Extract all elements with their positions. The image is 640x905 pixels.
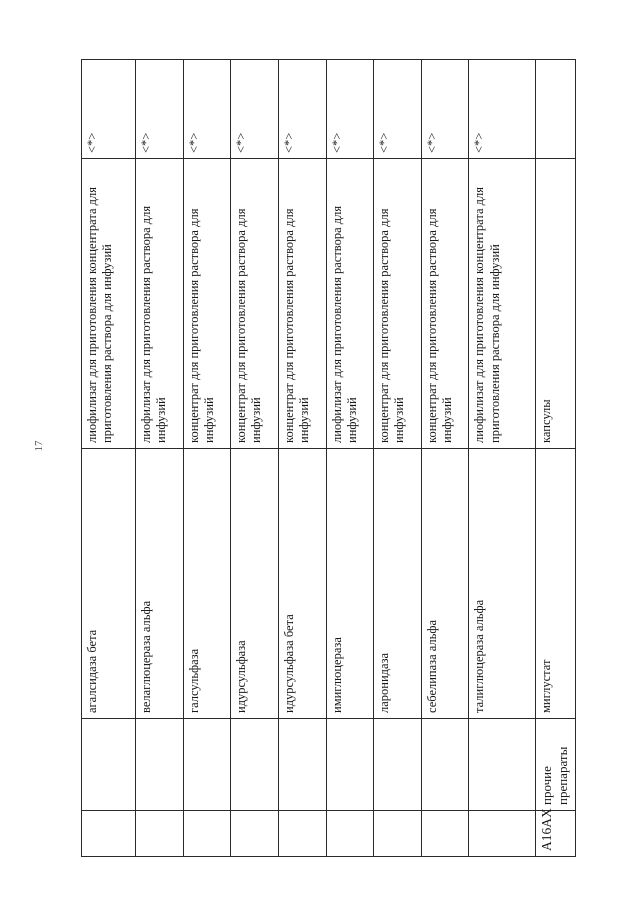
form-cell: концентрат для приготовления раствора для инфузий	[231, 159, 279, 449]
group-cell	[326, 719, 374, 811]
form-cell: концентрат для приготовления раствора для инфузий	[374, 159, 422, 449]
drug-table-container	[81, 60, 576, 857]
inn-cell: ларонидаза	[374, 449, 422, 719]
group-cell	[183, 719, 231, 811]
group-cell	[374, 719, 422, 811]
atc-code-cell	[374, 811, 422, 857]
table-row	[469, 60, 535, 857]
note-cell: <*>	[82, 60, 136, 159]
table-row	[374, 60, 422, 857]
inn-cell: талиглюцераза альфа	[469, 449, 535, 719]
atc-code-cell	[231, 811, 279, 857]
note-cell	[535, 60, 575, 159]
group-cell	[135, 719, 183, 811]
atc-code-cell: A16AX	[535, 811, 575, 857]
table-row	[82, 60, 136, 857]
table-row	[326, 60, 374, 857]
inn-cell: идурсульфаза	[231, 449, 279, 719]
note-cell: <*>	[326, 60, 374, 159]
table-row	[278, 60, 326, 857]
group-cell	[469, 719, 535, 811]
note-cell: <*>	[469, 60, 535, 159]
atc-code-cell	[183, 811, 231, 857]
atc-code-cell	[82, 811, 136, 857]
group-cell: прочие препараты	[535, 719, 575, 811]
table-row	[183, 60, 231, 857]
note-cell: <*>	[421, 60, 469, 159]
form-cell: капсулы	[535, 159, 575, 449]
form-cell: лиофилизат для приготовления концентрата для приготовления раствора для инфузий	[82, 159, 136, 449]
inn-cell: агалсидаза бета	[82, 449, 136, 719]
table-row	[135, 60, 183, 857]
atc-code-cell	[326, 811, 374, 857]
note-cell: <*>	[278, 60, 326, 159]
group-cell	[82, 719, 136, 811]
note-cell: <*>	[135, 60, 183, 159]
drug-table	[81, 59, 576, 857]
table-row	[535, 60, 575, 857]
form-cell: концентрат для приготовления раствора для инфузий	[183, 159, 231, 449]
note-cell: <*>	[231, 60, 279, 159]
group-cell	[231, 719, 279, 811]
atc-code-cell	[278, 811, 326, 857]
note-cell: <*>	[374, 60, 422, 159]
note-cell: <*>	[183, 60, 231, 159]
inn-cell: велаглюцераза альфа	[135, 449, 183, 719]
inn-cell: имиглюцераза	[326, 449, 374, 719]
group-cell	[278, 719, 326, 811]
inn-cell: миглустат	[535, 449, 575, 719]
table-row	[231, 60, 279, 857]
inn-cell: идурсульфаза бета	[278, 449, 326, 719]
atc-code-cell	[421, 811, 469, 857]
form-cell: лиофилизат для приготовления раствора для инфузий	[135, 159, 183, 449]
inn-cell: галсульфаза	[183, 449, 231, 719]
form-cell: концентрат для приготовления раствора для инфузий	[278, 159, 326, 449]
atc-code-cell	[135, 811, 183, 857]
atc-code-cell	[469, 811, 535, 857]
inn-cell: себелипаза альфа	[421, 449, 469, 719]
group-cell	[421, 719, 469, 811]
form-cell: концентрат для приготовления раствора для инфузий	[421, 159, 469, 449]
table-row	[421, 60, 469, 857]
form-cell: лиофилизат для приготовления раствора для инфузий	[326, 159, 374, 449]
page-number: 17	[33, 440, 45, 452]
form-cell: лиофилизат для приготовления концентрата для приготовления раствора для инфузий	[469, 159, 535, 449]
